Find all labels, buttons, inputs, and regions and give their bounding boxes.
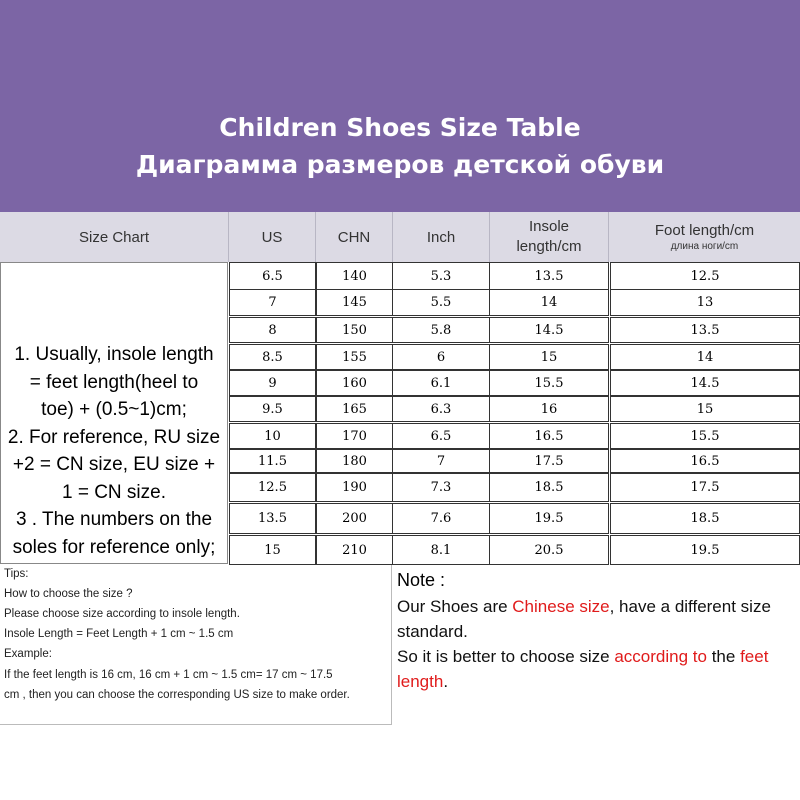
header-chn: CHN [337, 228, 371, 246]
title-banner [0, 0, 800, 212]
size-cell-inch: 6 [392, 344, 490, 370]
size-cell-inch: 6.3 [392, 396, 490, 422]
note-panel [392, 565, 800, 725]
size-cell-us: 8.5 [229, 344, 316, 370]
note-highlight: Chinese size [512, 597, 610, 616]
note-title: Note : [397, 570, 446, 590]
size-cell-foot: 14.5 [610, 370, 800, 396]
size-cell-chn: 200 [316, 503, 393, 534]
header-foot-length-label: Foot length/cm [654, 222, 755, 239]
note-highlight: feet length [397, 647, 769, 691]
size-cell-insole: 13.5 [489, 262, 609, 290]
size-cell-insole: 15 [489, 344, 609, 370]
size-cell-foot: 16.5 [610, 449, 800, 473]
header-foot-length [609, 212, 800, 262]
note-text: So it is better to choose size [397, 647, 615, 666]
size-cell-inch: 5.8 [392, 317, 490, 343]
tips-line: Insole Length = Feet Length + 1 cm ~ 1.5 cm [4, 628, 234, 640]
table-header [0, 212, 800, 262]
size-cell-inch: 7 [392, 449, 490, 473]
size-cell-us: 9.5 [229, 396, 316, 422]
size-cell-chn: 155 [316, 344, 393, 370]
header-divider [392, 212, 393, 262]
header-divider [315, 212, 316, 262]
size-cell-foot: 13.5 [610, 317, 800, 343]
header-divider [228, 212, 229, 262]
size-cell-foot: 13 [610, 289, 800, 316]
size-note-line: +2 = CN size, EU size + [12, 454, 216, 475]
size-cell-us: 13.5 [229, 503, 316, 534]
tips-line: How to choose the size ? [4, 588, 133, 600]
size-cell-inch: 6.5 [392, 423, 490, 449]
note-text: the [706, 647, 741, 666]
size-notes-text [1, 341, 227, 561]
size-cell-us: 8 [229, 317, 316, 343]
size-cell-chn: 165 [316, 396, 393, 422]
size-notes-panel [0, 262, 228, 564]
tips-line: Example: [4, 648, 52, 660]
size-cell-inch: 5.5 [392, 289, 490, 316]
tips-panel [0, 565, 392, 725]
size-cell-insole: 16 [489, 396, 609, 422]
header-inch: Inch [426, 228, 456, 246]
tips-line: cm , then you can choose the corresponding US size to make order. [4, 689, 350, 701]
header-size-chart: Size Chart [78, 228, 150, 246]
size-cell-inch: 7.3 [392, 473, 490, 502]
size-cell-insole: 18.5 [489, 473, 609, 502]
size-cell-foot: 19.5 [610, 535, 800, 565]
size-cell-chn: 160 [316, 370, 393, 396]
size-cell-insole: 19.5 [489, 503, 609, 534]
size-cell-chn: 140 [316, 262, 393, 290]
size-cell-insole: 14.5 [489, 317, 609, 343]
size-cell-inch: 5.3 [392, 262, 490, 290]
header-divider [489, 212, 490, 262]
size-cell-us: 7 [229, 289, 316, 316]
size-cell-foot: 15.5 [610, 423, 800, 449]
size-cell-chn: 190 [316, 473, 393, 502]
note-text: Our Shoes are [397, 597, 513, 616]
size-cell-inch: 7.6 [392, 503, 490, 534]
size-note-line: 1 = CN size. [61, 481, 166, 503]
note-highlight: according to [614, 647, 707, 666]
tips-line: If the feet length is 16 cm, 16 cm + 1 cm ~ 1.5 cm= 17 cm ~ 17.5 [4, 669, 333, 681]
size-cell-insole: 15.5 [489, 370, 609, 396]
size-cell-us: 11.5 [229, 449, 316, 473]
size-note-line: 1. Usually, insole length [14, 344, 214, 365]
size-cell-us: 12.5 [229, 473, 316, 502]
size-cell-chn: 145 [316, 289, 393, 316]
note-text: . [443, 672, 449, 691]
size-cell-insole: 16.5 [489, 423, 609, 449]
size-cell-chn: 170 [316, 423, 393, 449]
size-cell-inch: 8.1 [392, 535, 490, 565]
size-note-line: 2. For reference, RU size [7, 426, 221, 448]
size-cell-us: 15 [229, 535, 316, 565]
header-us: US [261, 228, 283, 246]
size-cell-foot: 12.5 [610, 262, 800, 290]
size-cell-chn: 180 [316, 449, 393, 473]
title-russian: Диаграмма размеров детской обуви [135, 150, 665, 179]
header-insole-length: Insole length/cm [516, 218, 582, 255]
note-body [397, 594, 797, 694]
size-cell-foot: 18.5 [610, 503, 800, 534]
size-cell-foot: 14 [610, 344, 800, 370]
size-note-line: toe) + (0.5~1)cm; [41, 399, 187, 420]
size-note-line: 3 . The numbers on the [15, 509, 213, 530]
size-cell-insole: 14 [489, 289, 609, 316]
size-cell-insole: 17.5 [489, 449, 609, 473]
size-cell-us: 10 [229, 423, 316, 449]
title-english: Children Shoes Size Table [219, 113, 581, 142]
tips-heading: Tips: [4, 568, 29, 580]
note-text: , have a different size standard. [397, 597, 771, 641]
size-cell-chn: 150 [316, 317, 393, 343]
size-cell-foot: 15 [610, 396, 800, 422]
size-cell-us: 9 [229, 370, 316, 396]
size-cell-inch: 6.1 [392, 370, 490, 396]
size-cell-insole: 20.5 [489, 535, 609, 565]
header-foot-length-sub: длина ноги/cm [670, 241, 739, 252]
tips-line: Please choose size according to insole length. [4, 608, 240, 620]
size-cell-chn: 210 [316, 535, 393, 565]
header-divider [608, 212, 609, 262]
size-cell-us: 6.5 [229, 262, 316, 290]
size-cell-foot: 17.5 [610, 473, 800, 502]
size-note-line: = feet length(heel to [29, 371, 199, 393]
size-note-line: soles for reference only; [12, 536, 216, 558]
